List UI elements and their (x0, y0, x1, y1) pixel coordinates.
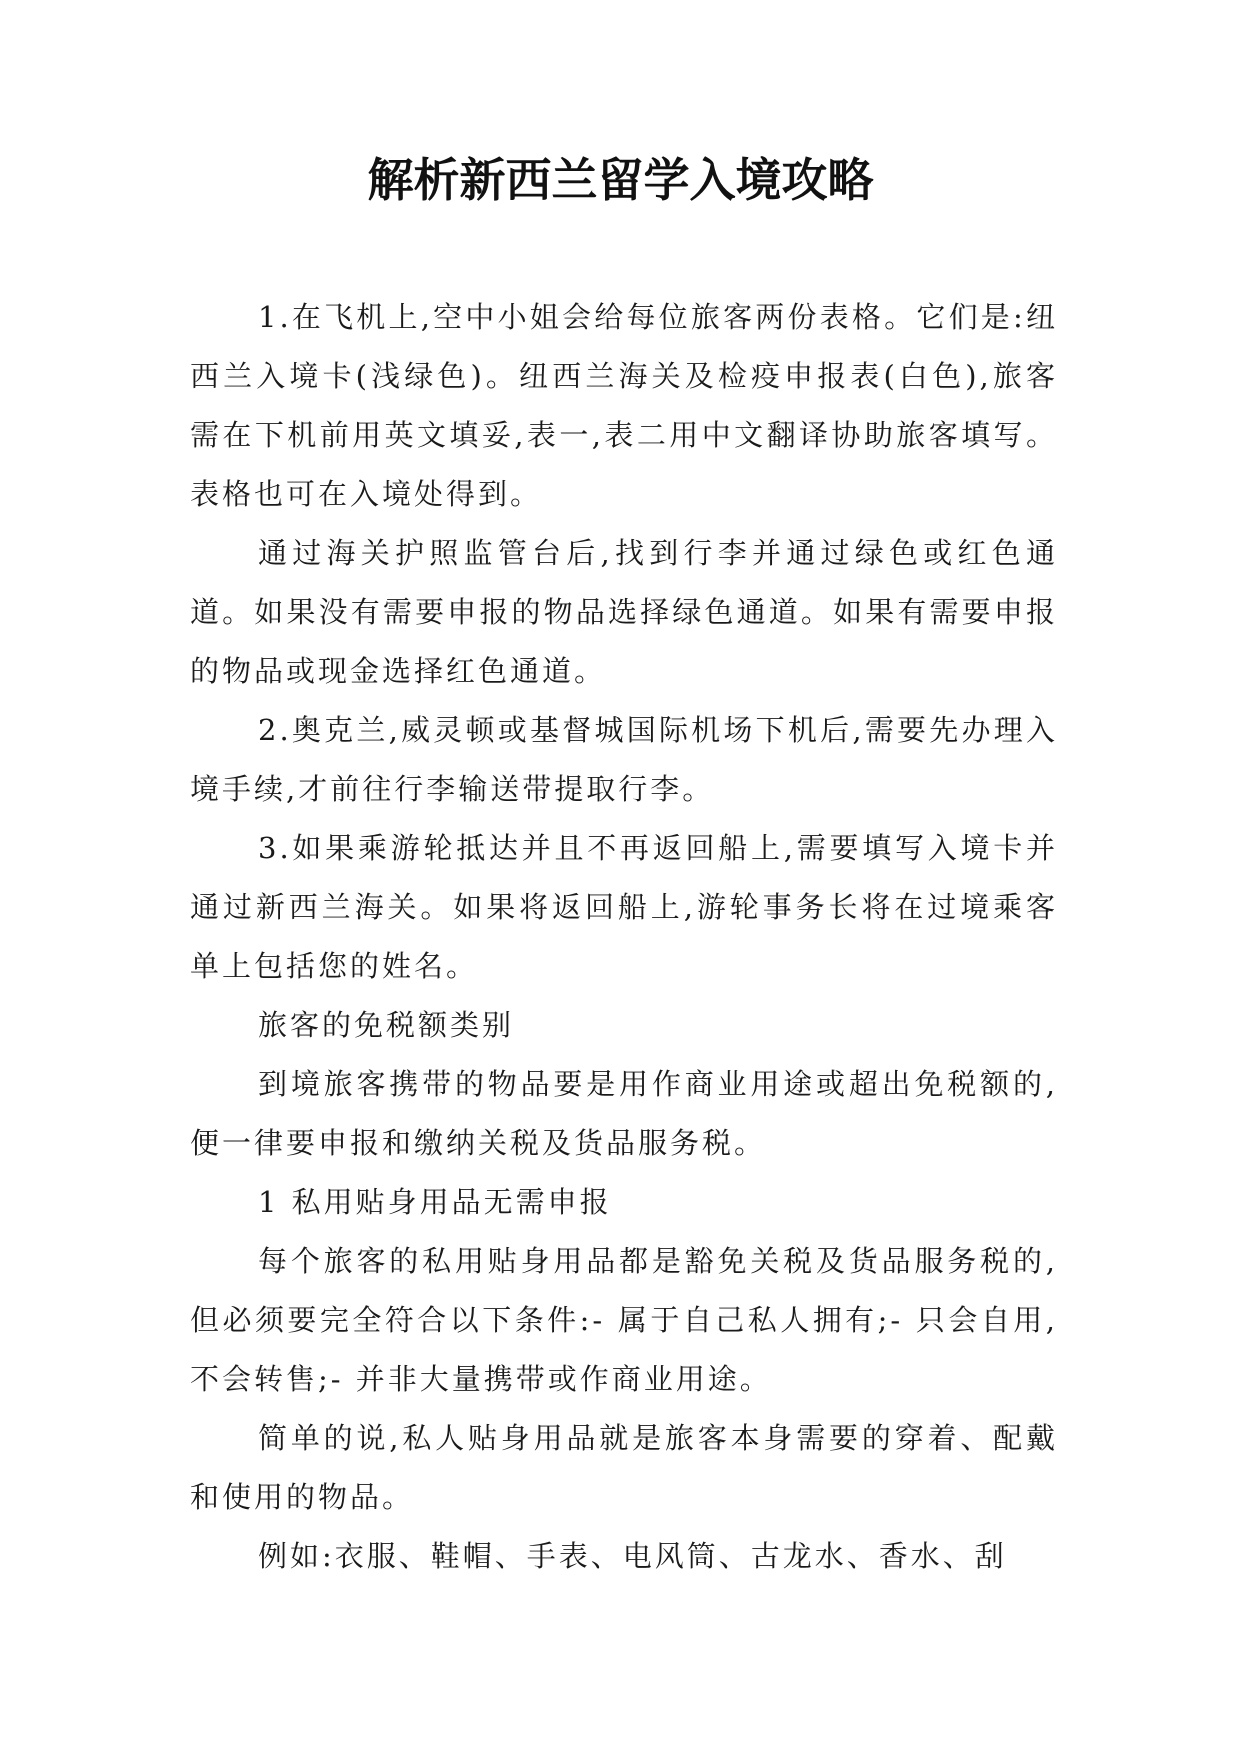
document-title: 解析新西兰留学入境攻略 (367, 153, 874, 207)
paragraph-2: 通过海关护照监管台后,找到行李并通过绿色或红色通道。如果没有需要申报的物品选择绿色通道。如果有需要申报的物品或现金选择红色通道。 (190, 536, 1058, 688)
paragraph-8: 每个旅客的私用贴身用品都是豁免关税及货品服务税的,但必须要完全符合以下条件:- 属于自己私人拥有;- 只会自用,不会转售;- 并非大量携带或作商业用途。 (190, 1244, 1058, 1396)
paragraph-6: 到境旅客携带的物品要是用作商业用途或超出免税额的,便一律要申报和缴纳关税及货品服务税。 (190, 1067, 1058, 1160)
document-body (190, 288, 1058, 1586)
paragraph-3: 2.奥克兰,威灵顿或基督城国际机场下机后,需要先办理入境手续,才前往行李输送带提取行李。 (190, 713, 1058, 806)
paragraph-10: 例如:衣服、鞋帽、手表、电风筒、古龙水、香水、刮 (258, 1539, 1007, 1573)
paragraph-4: 3.如果乘游轮抵达并且不再返回船上,需要填写入境卡并通过新西兰海关。如果将返回船上,游轮事务长将在过境乘客单上包括您的姓名。 (190, 831, 1058, 983)
section-heading-duty-free: 旅客的免税额类别 (258, 1008, 515, 1042)
subheading-personal-items: 1 私用贴身用品无需申报 (258, 1185, 612, 1219)
paragraph-9: 简单的说,私人贴身用品就是旅客本身需要的穿着、配戴和使用的物品。 (190, 1421, 1058, 1514)
paragraph-1: 1.在飞机上,空中小姐会给每位旅客两份表格。它们是:纽西兰入境卡(浅绿色)。纽西兰海关及检疫申报表(白色),旅客需在下机前用英文填妥,表一,表二用中文翻译协助旅客填写。表格也可在入境处得到。 (190, 300, 1058, 511)
